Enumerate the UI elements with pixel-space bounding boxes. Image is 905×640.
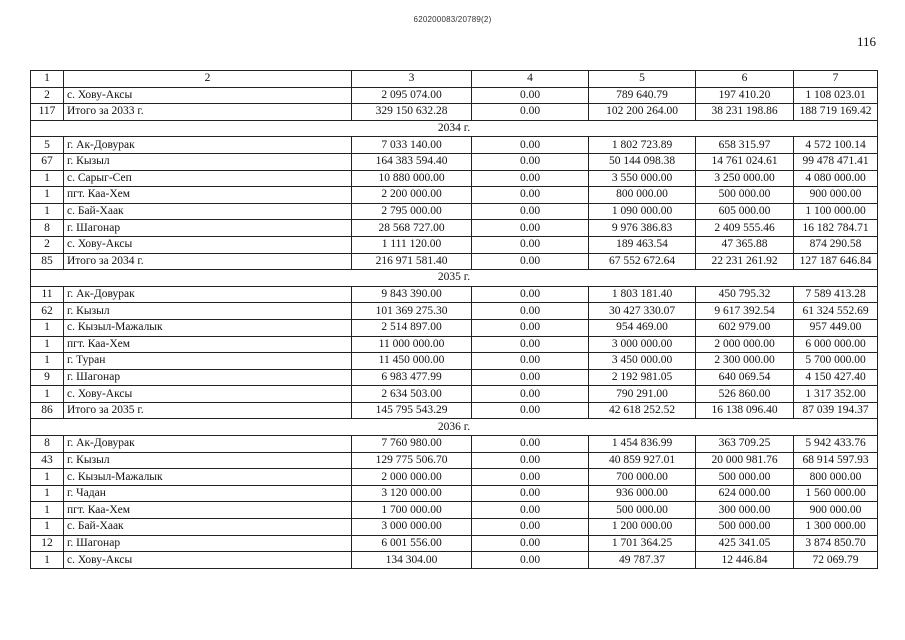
column-header: 7 <box>794 71 878 88</box>
value-col3-cell: 2 795 000.00 <box>352 203 472 220</box>
value-col3-cell: 3 120 000.00 <box>352 485 472 502</box>
value-col4-cell: 0.00 <box>472 386 589 403</box>
locality-cell: Итого за 2035 г. <box>64 402 352 419</box>
table-row <box>31 502 878 519</box>
row-count-cell: 5 <box>31 137 64 154</box>
value-col5-cell: 67 552 672.64 <box>589 253 696 270</box>
table-body <box>31 71 878 569</box>
locality-cell: Итого за 2033 г. <box>64 104 352 121</box>
value-col4-cell: 0.00 <box>472 187 589 204</box>
row-count-cell: 1 <box>31 353 64 370</box>
value-col3-cell: 329 150 632.28 <box>352 104 472 121</box>
value-col7-cell: 188 719 169.42 <box>794 104 878 121</box>
value-col4-cell: 0.00 <box>472 220 589 237</box>
value-col6-cell: 425 341.05 <box>696 535 794 552</box>
value-col7-cell: 957 449.00 <box>794 319 878 336</box>
value-col7-cell: 61 324 552.69 <box>794 303 878 320</box>
locality-cell: г. Шагонар <box>64 369 352 386</box>
table-row <box>31 386 878 403</box>
value-col6-cell: 624 000.00 <box>696 485 794 502</box>
value-col5-cell: 2 192 981.05 <box>589 369 696 386</box>
table-row <box>31 535 878 552</box>
value-col4-cell: 0.00 <box>472 402 589 419</box>
value-col3-cell: 2 000 000.00 <box>352 469 472 486</box>
locality-cell: с. Кызыл-Мажалык <box>64 469 352 486</box>
value-col6-cell: 20 000 981.76 <box>696 452 794 469</box>
locality-cell: с. Хову-Аксы <box>64 236 352 253</box>
value-col3-cell: 2 095 074.00 <box>352 87 472 104</box>
row-count-cell: 1 <box>31 187 64 204</box>
value-col4-cell: 0.00 <box>472 369 589 386</box>
value-col5-cell: 500 000.00 <box>589 502 696 519</box>
value-col3-cell: 2 200 000.00 <box>352 187 472 204</box>
value-col5-cell: 1 454 836.99 <box>589 436 696 453</box>
value-col3-cell: 129 775 506.70 <box>352 452 472 469</box>
value-col6-cell: 658 315.97 <box>696 137 794 154</box>
value-col3-cell: 6 001 556.00 <box>352 535 472 552</box>
year-section-label: 2036 г. <box>31 419 878 436</box>
row-count-cell: 85 <box>31 253 64 270</box>
locality-cell: Итого за 2034 г. <box>64 253 352 270</box>
table-row <box>31 336 878 353</box>
table-row <box>31 286 878 303</box>
value-col5-cell: 954 469.00 <box>589 319 696 336</box>
value-col5-cell: 1 802 723.89 <box>589 137 696 154</box>
value-col6-cell: 14 761 024.61 <box>696 153 794 170</box>
column-header: 4 <box>472 71 589 88</box>
row-count-cell: 1 <box>31 552 64 569</box>
value-col3-cell: 11 000 000.00 <box>352 336 472 353</box>
table-row <box>31 402 878 419</box>
table-row <box>31 485 878 502</box>
year-section-row <box>31 419 878 436</box>
table-row <box>31 236 878 253</box>
row-count-cell: 86 <box>31 402 64 419</box>
row-count-cell: 1 <box>31 485 64 502</box>
value-col3-cell: 7 033 140.00 <box>352 137 472 154</box>
value-col6-cell: 640 069.54 <box>696 369 794 386</box>
table-row <box>31 303 878 320</box>
value-col4-cell: 0.00 <box>472 137 589 154</box>
table-row <box>31 552 878 569</box>
value-col6-cell: 9 617 392.54 <box>696 303 794 320</box>
value-col5-cell: 49 787.37 <box>589 552 696 569</box>
year-section-label: 2034 г. <box>31 120 878 137</box>
value-col5-cell: 790 291.00 <box>589 386 696 403</box>
table-row <box>31 187 878 204</box>
value-col5-cell: 40 859 927.01 <box>589 452 696 469</box>
column-header: 6 <box>696 71 794 88</box>
value-col7-cell: 4 150 427.40 <box>794 369 878 386</box>
value-col7-cell: 16 182 784.71 <box>794 220 878 237</box>
value-col4-cell: 0.00 <box>472 353 589 370</box>
value-col5-cell: 1 200 000.00 <box>589 519 696 536</box>
year-section-row <box>31 270 878 287</box>
value-col7-cell: 1 560 000.00 <box>794 485 878 502</box>
row-count-cell: 11 <box>31 286 64 303</box>
locality-cell: с. Сарыг-Сеп <box>64 170 352 187</box>
row-count-cell: 1 <box>31 203 64 220</box>
value-col3-cell: 145 795 543.29 <box>352 402 472 419</box>
value-col4-cell: 0.00 <box>472 236 589 253</box>
value-col6-cell: 16 138 096.40 <box>696 402 794 419</box>
value-col7-cell: 900 000.00 <box>794 187 878 204</box>
locality-cell: пгт. Каа-Хем <box>64 502 352 519</box>
locality-cell: с. Хову-Аксы <box>64 87 352 104</box>
value-col3-cell: 3 000 000.00 <box>352 519 472 536</box>
table-row <box>31 220 878 237</box>
value-col4-cell: 0.00 <box>472 552 589 569</box>
value-col4-cell: 0.00 <box>472 87 589 104</box>
value-col7-cell: 4 572 100.14 <box>794 137 878 154</box>
value-col3-cell: 1 700 000.00 <box>352 502 472 519</box>
table-row <box>31 436 878 453</box>
table-row <box>31 469 878 486</box>
value-col3-cell: 2 634 503.00 <box>352 386 472 403</box>
value-col3-cell: 28 568 727.00 <box>352 220 472 237</box>
column-header: 2 <box>64 71 352 88</box>
locality-cell: г. Ак-Довурак <box>64 286 352 303</box>
value-col5-cell: 102 200 264.00 <box>589 104 696 121</box>
value-col6-cell: 363 709.25 <box>696 436 794 453</box>
value-col7-cell: 87 039 194.37 <box>794 402 878 419</box>
value-col6-cell: 500 000.00 <box>696 519 794 536</box>
value-col5-cell: 3 550 000.00 <box>589 170 696 187</box>
locality-cell: с. Бай-Хаак <box>64 519 352 536</box>
value-col6-cell: 2 300 000.00 <box>696 353 794 370</box>
value-col6-cell: 2 409 555.46 <box>696 220 794 237</box>
value-col4-cell: 0.00 <box>472 170 589 187</box>
locality-cell: г. Кызыл <box>64 303 352 320</box>
value-col5-cell: 3 000 000.00 <box>589 336 696 353</box>
value-col7-cell: 874 290.58 <box>794 236 878 253</box>
value-col6-cell: 3 250 000.00 <box>696 170 794 187</box>
table-row <box>31 170 878 187</box>
table-row <box>31 137 878 154</box>
value-col7-cell: 1 317 352.00 <box>794 386 878 403</box>
value-col4-cell: 0.00 <box>472 104 589 121</box>
row-count-cell: 62 <box>31 303 64 320</box>
locality-cell: с. Хову-Аксы <box>64 552 352 569</box>
locality-cell: пгт. Каа-Хем <box>64 187 352 204</box>
row-count-cell: 1 <box>31 336 64 353</box>
row-count-cell: 12 <box>31 535 64 552</box>
value-col3-cell: 9 843 390.00 <box>352 286 472 303</box>
value-col6-cell: 2 000 000.00 <box>696 336 794 353</box>
locality-cell: с. Хову-Аксы <box>64 386 352 403</box>
value-col3-cell: 1 111 120.00 <box>352 236 472 253</box>
value-col3-cell: 164 383 594.40 <box>352 153 472 170</box>
value-col7-cell: 800 000.00 <box>794 469 878 486</box>
value-col7-cell: 72 069.79 <box>794 552 878 569</box>
page-number: 116 <box>857 34 877 49</box>
value-col7-cell: 68 914 597.93 <box>794 452 878 469</box>
value-col4-cell: 0.00 <box>472 519 589 536</box>
value-col4-cell: 0.00 <box>472 253 589 270</box>
locality-cell: г. Шагонар <box>64 535 352 552</box>
value-col3-cell: 216 971 581.40 <box>352 253 472 270</box>
row-count-cell: 1 <box>31 170 64 187</box>
column-header: 1 <box>31 71 64 88</box>
value-col5-cell: 800 000.00 <box>589 187 696 204</box>
value-col7-cell: 4 080 000.00 <box>794 170 878 187</box>
table-row <box>31 519 878 536</box>
row-count-cell: 8 <box>31 436 64 453</box>
row-count-cell: 43 <box>31 452 64 469</box>
value-col7-cell: 7 589 413.28 <box>794 286 878 303</box>
value-col3-cell: 6 983 477.99 <box>352 369 472 386</box>
table-row <box>31 153 878 170</box>
locality-cell: г. Ак-Довурак <box>64 137 352 154</box>
row-count-cell: 8 <box>31 220 64 237</box>
value-col3-cell: 101 369 275.30 <box>352 303 472 320</box>
value-col6-cell: 300 000.00 <box>696 502 794 519</box>
value-col7-cell: 5 700 000.00 <box>794 353 878 370</box>
value-col5-cell: 936 000.00 <box>589 485 696 502</box>
value-col5-cell: 9 976 386.83 <box>589 220 696 237</box>
locality-cell: г. Ак-Довурак <box>64 436 352 453</box>
year-section-label: 2035 г. <box>31 270 878 287</box>
row-count-cell: 2 <box>31 87 64 104</box>
locality-cell: пгт. Каа-Хем <box>64 336 352 353</box>
value-col6-cell: 500 000.00 <box>696 469 794 486</box>
value-col7-cell: 99 478 471.41 <box>794 153 878 170</box>
value-col5-cell: 3 450 000.00 <box>589 353 696 370</box>
value-col4-cell: 0.00 <box>472 452 589 469</box>
value-col5-cell: 42 618 252.52 <box>589 402 696 419</box>
value-col7-cell: 6 000 000.00 <box>794 336 878 353</box>
value-col7-cell: 1 108 023.01 <box>794 87 878 104</box>
value-col6-cell: 12 446.84 <box>696 552 794 569</box>
value-col4-cell: 0.00 <box>472 203 589 220</box>
value-col6-cell: 22 231 261.92 <box>696 253 794 270</box>
value-col6-cell: 450 795.32 <box>696 286 794 303</box>
table-row <box>31 203 878 220</box>
value-col5-cell: 1 803 181.40 <box>589 286 696 303</box>
year-section-row <box>31 120 878 137</box>
value-col7-cell: 1 100 000.00 <box>794 203 878 220</box>
row-count-cell: 9 <box>31 369 64 386</box>
value-col4-cell: 0.00 <box>472 502 589 519</box>
row-count-cell: 2 <box>31 236 64 253</box>
value-col4-cell: 0.00 <box>472 436 589 453</box>
value-col7-cell: 900 000.00 <box>794 502 878 519</box>
table-row <box>31 353 878 370</box>
row-count-cell: 1 <box>31 502 64 519</box>
row-count-cell: 1 <box>31 469 64 486</box>
locality-cell: г. Туран <box>64 353 352 370</box>
value-col4-cell: 0.00 <box>472 319 589 336</box>
document-id: 620200083/20789(2) <box>413 15 492 24</box>
value-col5-cell: 700 000.00 <box>589 469 696 486</box>
row-count-cell: 117 <box>31 104 64 121</box>
row-count-cell: 67 <box>31 153 64 170</box>
value-col7-cell: 5 942 433.76 <box>794 436 878 453</box>
financial-table <box>30 70 878 569</box>
value-col7-cell: 1 300 000.00 <box>794 519 878 536</box>
value-col5-cell: 789 640.79 <box>589 87 696 104</box>
value-col6-cell: 526 860.00 <box>696 386 794 403</box>
column-number-header-row <box>31 71 878 88</box>
value-col7-cell: 3 874 850.70 <box>794 535 878 552</box>
value-col6-cell: 500 000.00 <box>696 187 794 204</box>
column-header: 3 <box>352 71 472 88</box>
value-col4-cell: 0.00 <box>472 336 589 353</box>
value-col5-cell: 1 701 364.25 <box>589 535 696 552</box>
value-col4-cell: 0.00 <box>472 485 589 502</box>
table-row <box>31 104 878 121</box>
table-row <box>31 452 878 469</box>
value-col3-cell: 10 880 000.00 <box>352 170 472 187</box>
table-row <box>31 253 878 270</box>
value-col6-cell: 38 231 198.86 <box>696 104 794 121</box>
value-col7-cell: 127 187 646.84 <box>794 253 878 270</box>
locality-cell: с. Кызыл-Мажалык <box>64 319 352 336</box>
value-col4-cell: 0.00 <box>472 286 589 303</box>
value-col5-cell: 30 427 330.07 <box>589 303 696 320</box>
value-col6-cell: 605 000.00 <box>696 203 794 220</box>
row-count-cell: 1 <box>31 519 64 536</box>
value-col3-cell: 134 304.00 <box>352 552 472 569</box>
value-col6-cell: 602 979.00 <box>696 319 794 336</box>
value-col4-cell: 0.00 <box>472 303 589 320</box>
table-row <box>31 87 878 104</box>
value-col5-cell: 50 144 098.38 <box>589 153 696 170</box>
table-row <box>31 319 878 336</box>
locality-cell: с. Бай-Хаак <box>64 203 352 220</box>
row-count-cell: 1 <box>31 386 64 403</box>
locality-cell: г. Кызыл <box>64 153 352 170</box>
value-col3-cell: 2 514 897.00 <box>352 319 472 336</box>
value-col4-cell: 0.00 <box>472 469 589 486</box>
value-col5-cell: 1 090 000.00 <box>589 203 696 220</box>
value-col4-cell: 0.00 <box>472 153 589 170</box>
value-col6-cell: 47 365.88 <box>696 236 794 253</box>
locality-cell: г. Чадан <box>64 485 352 502</box>
table-row <box>31 369 878 386</box>
value-col5-cell: 189 463.54 <box>589 236 696 253</box>
value-col6-cell: 197 410.20 <box>696 87 794 104</box>
locality-cell: г. Кызыл <box>64 452 352 469</box>
value-col3-cell: 7 760 980.00 <box>352 436 472 453</box>
value-col3-cell: 11 450 000.00 <box>352 353 472 370</box>
row-count-cell: 1 <box>31 319 64 336</box>
column-header: 5 <box>589 71 696 88</box>
locality-cell: г. Шагонар <box>64 220 352 237</box>
value-col4-cell: 0.00 <box>472 535 589 552</box>
